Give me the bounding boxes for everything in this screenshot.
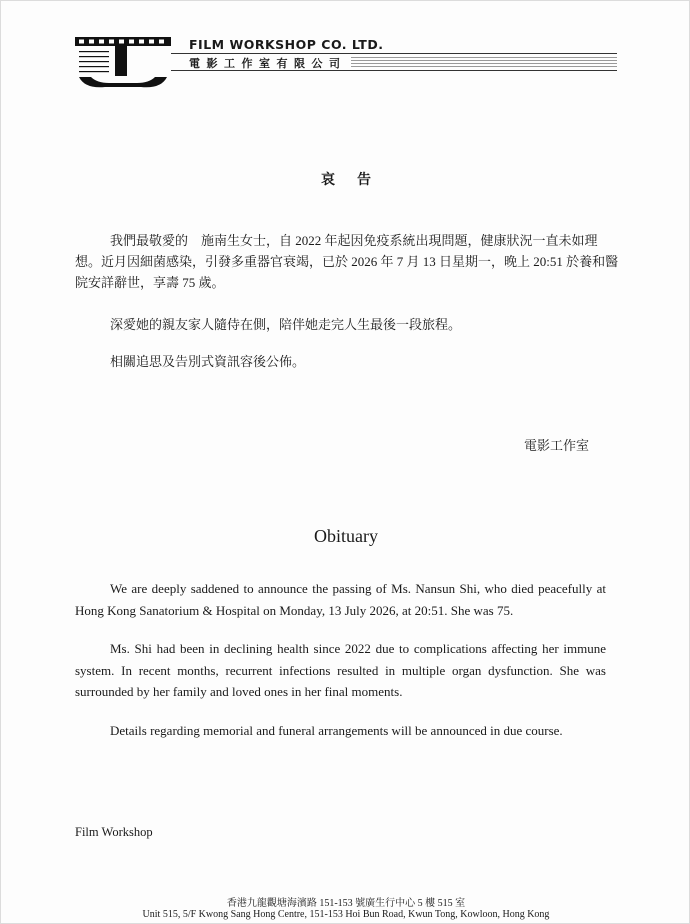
english-paragraph-2: Ms. Shi had been in declining health since 2022 due to complications affecting her immune system. In recent months, recurrent infections resulted in multiple organ dysfunction. She was surrounded by her family and loved ones in her final moments. [75,641,606,699]
footer-address-zh: 香港九龍觀塘海濱路 151-153 號廣生行中心 5 樓 515 室 [226,898,466,909]
company-name-en: FILM WORKSHOP CO. LTD. [189,37,384,52]
footer-address-en: Unit 515, 5/F Kwong Sang Hong Centre, 151-153 Hoi Bun Road, Kwun Tong, Kowloon, Hong Kong [142,909,550,920]
letterhead-rule-3 [351,63,617,64]
english-paragraph-1: We are deeply saddened to announce the passing of Ms. Nansun Shi, who died peacefully at Hong Kong Sanatorium & Hospital on Monday, 13 July 2026, at 20:51. She was 75. [75,581,606,618]
english-signature: Film Workshop [75,825,153,839]
letterhead-rule-4 [351,66,617,67]
company-name-zh: 電影工作室有限公司 [189,57,347,70]
chinese-paragraph-2: 深愛她的親友家人隨侍在側，陪伴她走完人生最後一段旅程。 [110,317,462,332]
chinese-paragraph-1: 我們最敬愛的 施南生女士，自 2022 年起因免疫系統出現問題，健康狀況一直未如理想。近月因細菌感染，引發多重器官衰竭，已於 2026 年 7 月 13 日星期一，晚上 20:51 於養和醫院安詳辭世，享壽 75 歲。 [75,233,619,290]
letterhead-rule-top [171,53,617,54]
letterhead-rule-2 [351,60,617,61]
film-workshop-logo-icon [75,37,171,89]
chinese-signature: 電影工作室 [523,438,589,453]
chinese-paragraph-3: 相關追思及告別式資訊容後公佈。 [110,354,306,369]
english-paragraph-3: Details regarding memorial and funeral arrangements will be announced in due course. [110,723,563,738]
chinese-title: 哀告 [321,173,393,188]
letterhead-rule-1 [351,57,617,58]
letterhead-rule-bottom [171,70,617,71]
english-title: Obituary [314,526,378,546]
